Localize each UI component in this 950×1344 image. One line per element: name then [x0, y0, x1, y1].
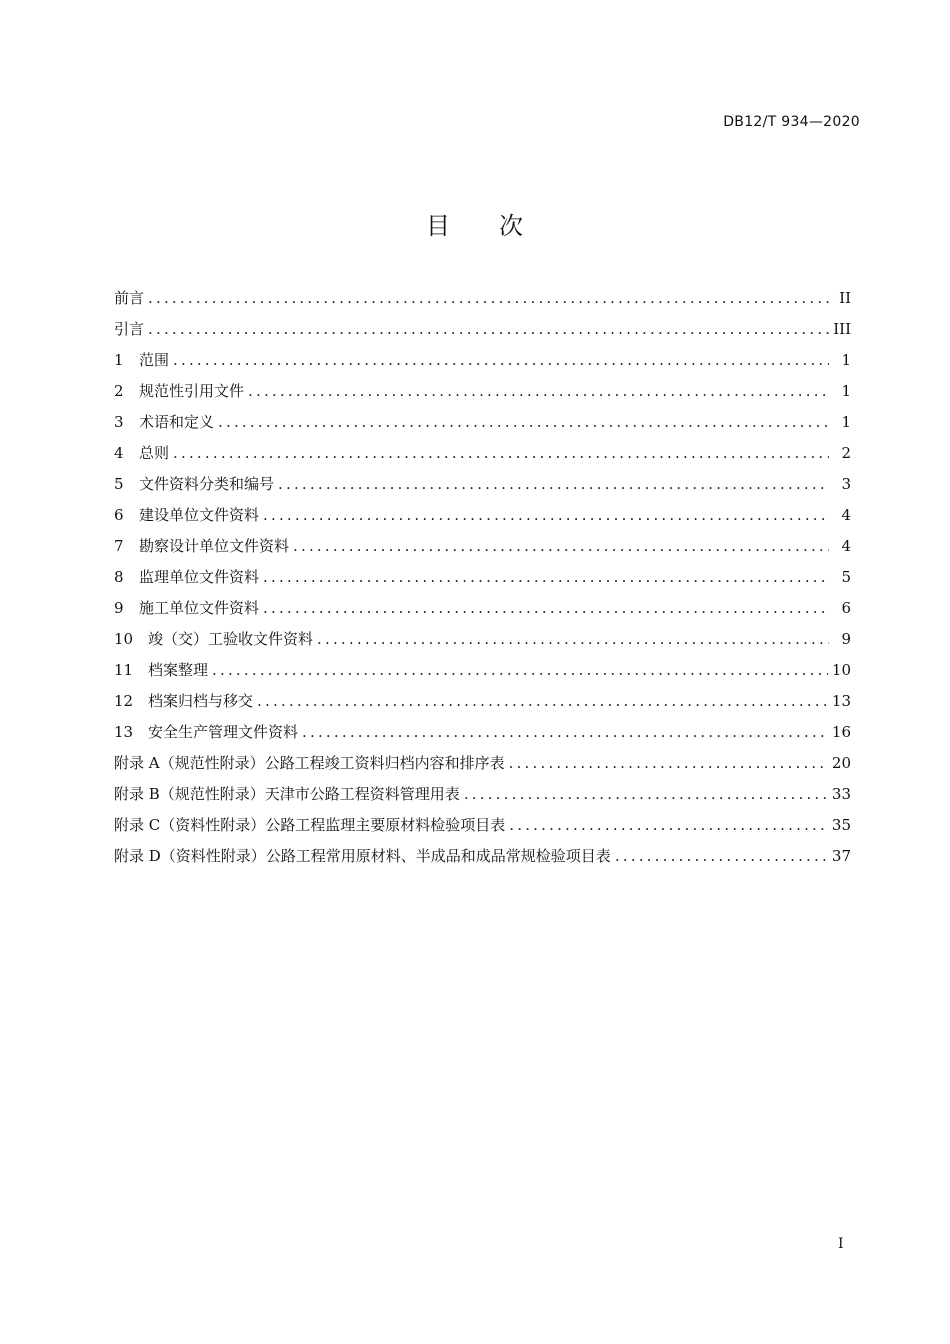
toc-entry-number: 5: [114, 475, 124, 493]
toc-entry-title: 勘察设计单位文件资料: [139, 537, 290, 555]
toc-entry-number: 6: [114, 506, 124, 524]
toc-entry-number: 10: [114, 630, 134, 648]
toc-row-7[interactable]: [114, 531, 851, 562]
toc-leader-dots: [212, 655, 828, 686]
toc-row-4[interactable]: [114, 438, 851, 469]
toc-row-appendix-b[interactable]: [114, 779, 851, 810]
toc-leader-dots: [464, 779, 828, 810]
toc-entry-number: 12: [114, 692, 134, 710]
toc-leader-dots: [302, 717, 828, 748]
toc-entry-title: 前言: [114, 289, 145, 307]
toc-entry-page: 10: [831, 661, 851, 679]
toc-entry-title: 公路工程监理主要原材料检验项目表: [265, 816, 506, 834]
toc-entry-title: 总则: [139, 444, 170, 462]
toc-entry-number: 4: [114, 444, 124, 462]
toc-entry-title: 安全生产管理文件资料: [148, 723, 299, 741]
toc-entry-title: 建设单位文件资料: [139, 506, 260, 524]
page-title-part1: 目: [426, 212, 451, 240]
document-code: DB12/T 934—2020: [723, 114, 860, 130]
toc-row-appendix-c[interactable]: [114, 810, 851, 841]
toc-row-3[interactable]: [114, 407, 851, 438]
toc-leader-dots: [263, 500, 829, 531]
toc-entry-number: 13: [114, 723, 134, 741]
toc-entry-title: 引言: [114, 320, 145, 338]
toc-leader-dots: [218, 407, 829, 438]
toc-row-8[interactable]: [114, 562, 851, 593]
toc-entry-page: 35: [831, 816, 851, 834]
toc-leader-dots: [293, 531, 829, 562]
toc-appendix-label: 附录 B（规范性附录）: [114, 785, 265, 803]
toc-entry-title: 档案归档与移交: [148, 692, 254, 710]
page-title-part2: 次: [499, 212, 524, 240]
toc-row-2[interactable]: [114, 376, 851, 407]
toc-entry-page: 4: [841, 537, 851, 555]
toc-entry-title: 公路工程竣工资料归档内容和排序表: [264, 754, 505, 772]
toc-entry-page: 33: [831, 785, 851, 803]
toc-entry-page: 4: [841, 506, 851, 524]
toc-entry-title: 施工单位文件资料: [139, 599, 260, 617]
toc-row-appendix-a[interactable]: [114, 748, 851, 779]
toc-entry-page: 13: [831, 692, 851, 710]
toc-leader-dots: [615, 841, 828, 872]
toc-row-12[interactable]: [114, 686, 851, 717]
toc-leader-dots: [317, 624, 829, 655]
toc-leader-dots: [263, 593, 829, 624]
toc-leader-dots: [257, 686, 828, 717]
toc-leader-dots: [173, 345, 829, 376]
toc-row-11[interactable]: [114, 655, 851, 686]
toc-entry-title: 天津市公路工程资料管理用表: [264, 785, 460, 803]
toc-entry-page: 20: [831, 754, 851, 772]
toc-appendix-label: 附录 A（规范性附录）: [114, 754, 265, 772]
toc-entry-number: 7: [114, 537, 124, 555]
toc-entry-title: 监理单位文件资料: [139, 568, 260, 586]
toc-leader-dots: [148, 283, 829, 314]
toc-entry-page: 1: [841, 413, 851, 431]
toc-entry-page: 9: [841, 630, 851, 648]
toc-entry-title: 术语和定义: [139, 413, 215, 431]
toc-entry-title: 竣（交）工验收文件资料: [148, 630, 314, 648]
toc-row-9[interactable]: [114, 593, 851, 624]
toc-row-5[interactable]: [114, 469, 851, 500]
toc-entry-number: 3: [114, 413, 124, 431]
toc-entry-page: II: [839, 289, 851, 307]
toc-entry-page: 1: [841, 382, 851, 400]
table-of-contents: [114, 283, 851, 872]
toc-entry-page: 3: [841, 475, 851, 493]
toc-leader-dots: [148, 314, 829, 345]
toc-entry-page: 1: [841, 351, 851, 369]
page-title: [0, 206, 950, 241]
toc-row-preface[interactable]: [114, 283, 851, 314]
toc-entry-page: 16: [831, 723, 851, 741]
toc-leader-dots: [509, 748, 828, 779]
toc-entry-title: 范围: [139, 351, 170, 369]
toc-leader-dots: [509, 810, 828, 841]
toc-leader-dots: [173, 438, 829, 469]
toc-entry-title: 文件资料分类和编号: [139, 475, 275, 493]
toc-row-13[interactable]: [114, 717, 851, 748]
toc-entry-page: 5: [841, 568, 851, 586]
toc-entry-number: 11: [114, 661, 134, 679]
toc-entry-title: 规范性引用文件: [139, 382, 245, 400]
toc-row-6[interactable]: [114, 500, 851, 531]
page-number: I: [838, 1236, 844, 1252]
toc-row-10[interactable]: [114, 624, 851, 655]
toc-entry-page: III: [833, 320, 851, 338]
toc-entry-title: 公路工程常用原材料、半成品和成品常规检验项目表: [265, 847, 611, 865]
toc-leader-dots: [263, 562, 829, 593]
toc-entry-page: 6: [841, 599, 851, 617]
toc-entry-number: 1: [114, 351, 124, 369]
toc-entry-number: 2: [114, 382, 124, 400]
toc-entry-page: 37: [831, 847, 851, 865]
toc-entry-number: 9: [114, 599, 124, 617]
toc-appendix-label: 附录 D（资料性附录）: [114, 847, 266, 865]
toc-entry-page: 2: [841, 444, 851, 462]
toc-row-appendix-d[interactable]: [114, 841, 851, 872]
toc-row-1[interactable]: [114, 345, 851, 376]
toc-entry-title: 档案整理: [148, 661, 209, 679]
toc-entry-number: 8: [114, 568, 124, 586]
toc-leader-dots: [278, 469, 829, 500]
toc-leader-dots: [248, 376, 829, 407]
toc-appendix-label: 附录 C（资料性附录）: [114, 816, 266, 834]
toc-row-introduction[interactable]: [114, 314, 851, 345]
